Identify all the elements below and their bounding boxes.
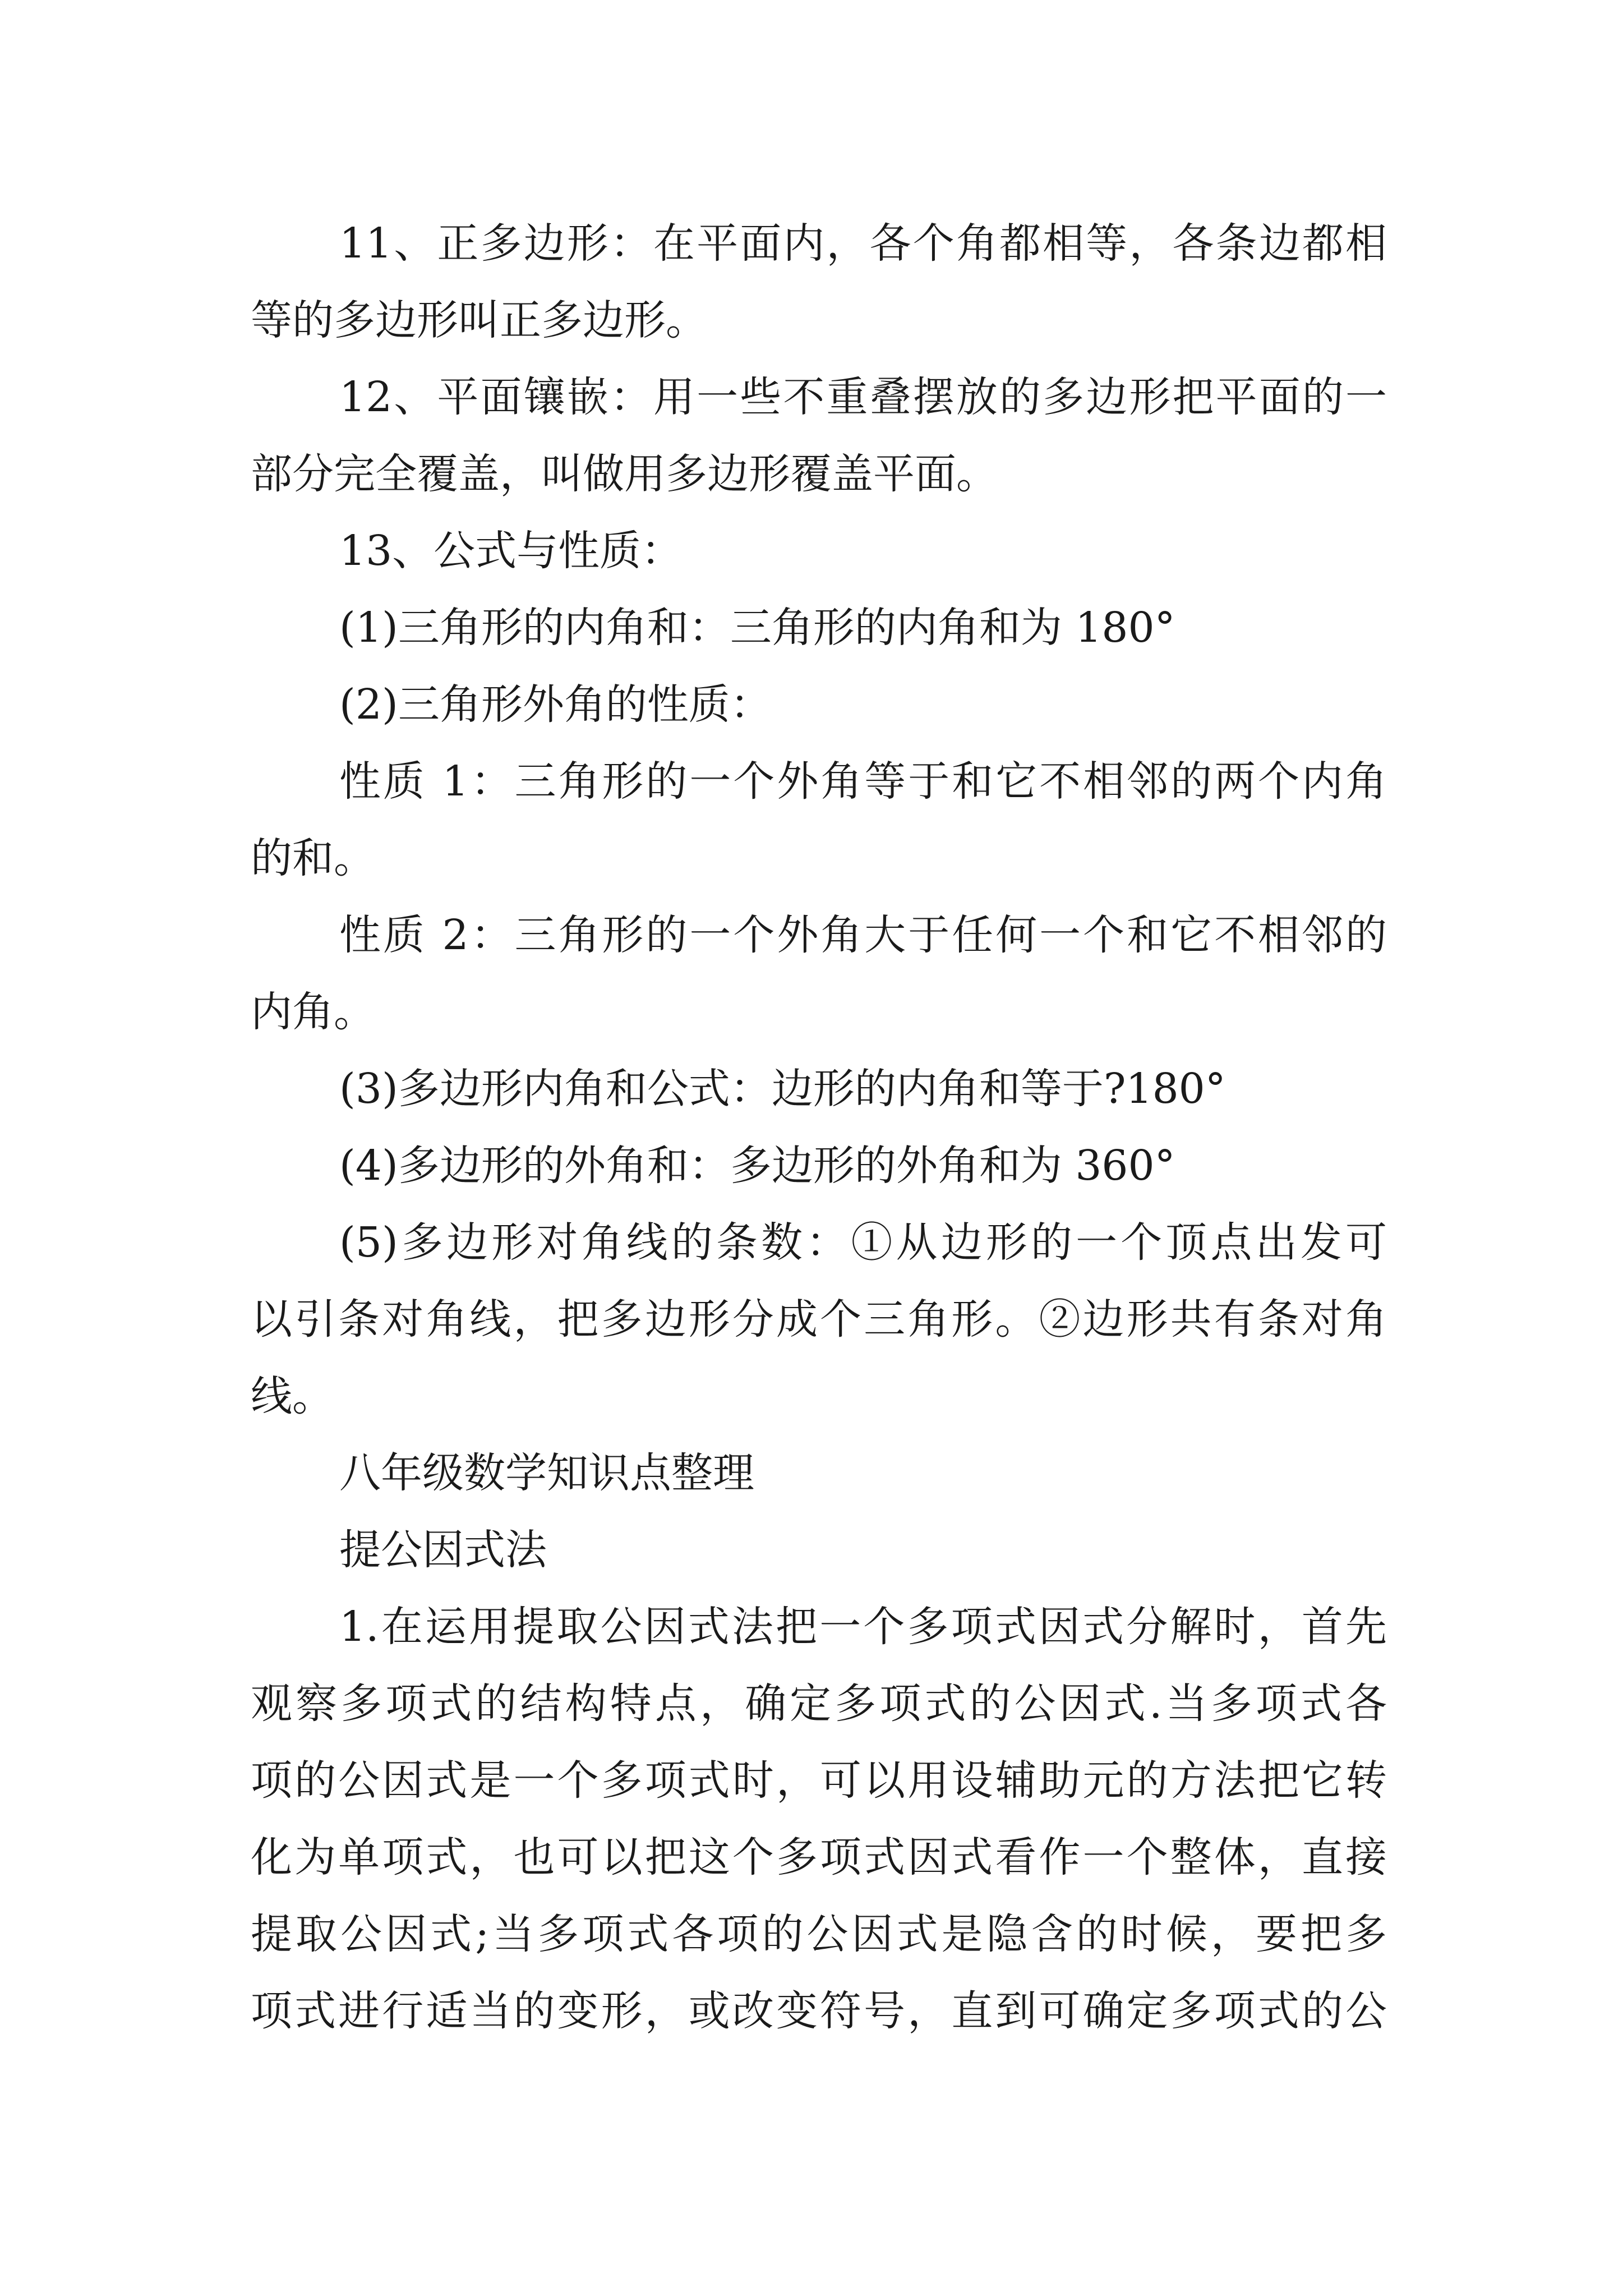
paragraph-factoring-method bbox=[251, 1589, 1387, 2050]
document-body bbox=[251, 205, 1387, 2050]
paragraph-line: 12、平面镶嵌：用一些不重叠摆放的多边形把平面的一 bbox=[339, 373, 1387, 421]
paragraph-line: (1)三角形的内角和：三角形的内角和为 180° bbox=[339, 604, 1175, 652]
paragraph-formula-1 bbox=[251, 590, 1387, 666]
paragraph-line: 线。 bbox=[251, 1372, 334, 1420]
paragraph-formula-3 bbox=[251, 1051, 1387, 1128]
paragraph-line: 八年级数学知识点整理 bbox=[339, 1449, 754, 1497]
paragraph-line: 1.在运用提取公因式法把一个多项式因式分解时，首先 bbox=[339, 1603, 1387, 1651]
paragraph-line: 观察多项式的结构特点，确定多项式的公因式.当多项式各 bbox=[251, 1680, 1387, 1728]
paragraph-line: (2)三角形外角的性质： bbox=[339, 680, 772, 729]
paragraph-line: 等的多边形叫正多边形。 bbox=[251, 296, 707, 344]
paragraph-line: 以引条对角线，把多边形分成个三角形。②边形共有条对角 bbox=[251, 1295, 1387, 1343]
paragraph-line: 内角。 bbox=[251, 988, 375, 1036]
paragraph-formula-5 bbox=[251, 1204, 1387, 1435]
paragraph-property-2 bbox=[251, 897, 1387, 1051]
paragraph-formula-4 bbox=[251, 1128, 1387, 1204]
paragraph-formula-2 bbox=[251, 666, 1387, 743]
paragraph-line: 13、公式与性质： bbox=[339, 527, 683, 575]
paragraph-line: 提取公因式;当多项式各项的公因式是隐含的时候，要把多 bbox=[251, 1910, 1387, 1958]
paragraph-line: 项的公因式是一个多项式时，可以用设辅助元的方法把它转 bbox=[251, 1756, 1387, 1805]
paragraph-property-1 bbox=[251, 743, 1387, 897]
paragraph-line: (3)多边形内角和公式：边形的内角和等于?180° bbox=[339, 1065, 1226, 1113]
paragraph-line: 11、正多边形：在平面内，各个角都相等，各条边都相 bbox=[339, 219, 1387, 268]
paragraph-line: 提公因式法 bbox=[339, 1526, 547, 1574]
paragraph-regular-polygon bbox=[251, 205, 1387, 359]
paragraph-line: 的和。 bbox=[251, 834, 375, 882]
paragraph-line: 化为单项式，也可以把这个多项式因式看作一个整体，直接 bbox=[251, 1833, 1387, 1881]
paragraph-line: (5)多边形对角线的条数：①从边形的一个顶点出发可 bbox=[339, 1218, 1387, 1267]
paragraph-formulas-heading bbox=[251, 513, 1387, 590]
subsection-heading bbox=[251, 1512, 1387, 1589]
paragraph-line: 性质 2：三角形的一个外角大于任何一个和它不相邻的 bbox=[339, 911, 1387, 959]
paragraph-line: 项式进行适当的变形，或改变符号，直到可确定多项式的公 bbox=[251, 1987, 1387, 2035]
paragraph-line: 性质 1：三角形的一个外角等于和它不相邻的两个内角 bbox=[339, 757, 1387, 806]
paragraph-tessellation bbox=[251, 359, 1387, 513]
paragraph-line: 部分完全覆盖，叫做用多边形覆盖平面。 bbox=[251, 450, 998, 498]
section-heading bbox=[251, 1435, 1387, 1512]
paragraph-line: (4)多边形的外角和：多边形的外角和为 360° bbox=[339, 1142, 1175, 1190]
